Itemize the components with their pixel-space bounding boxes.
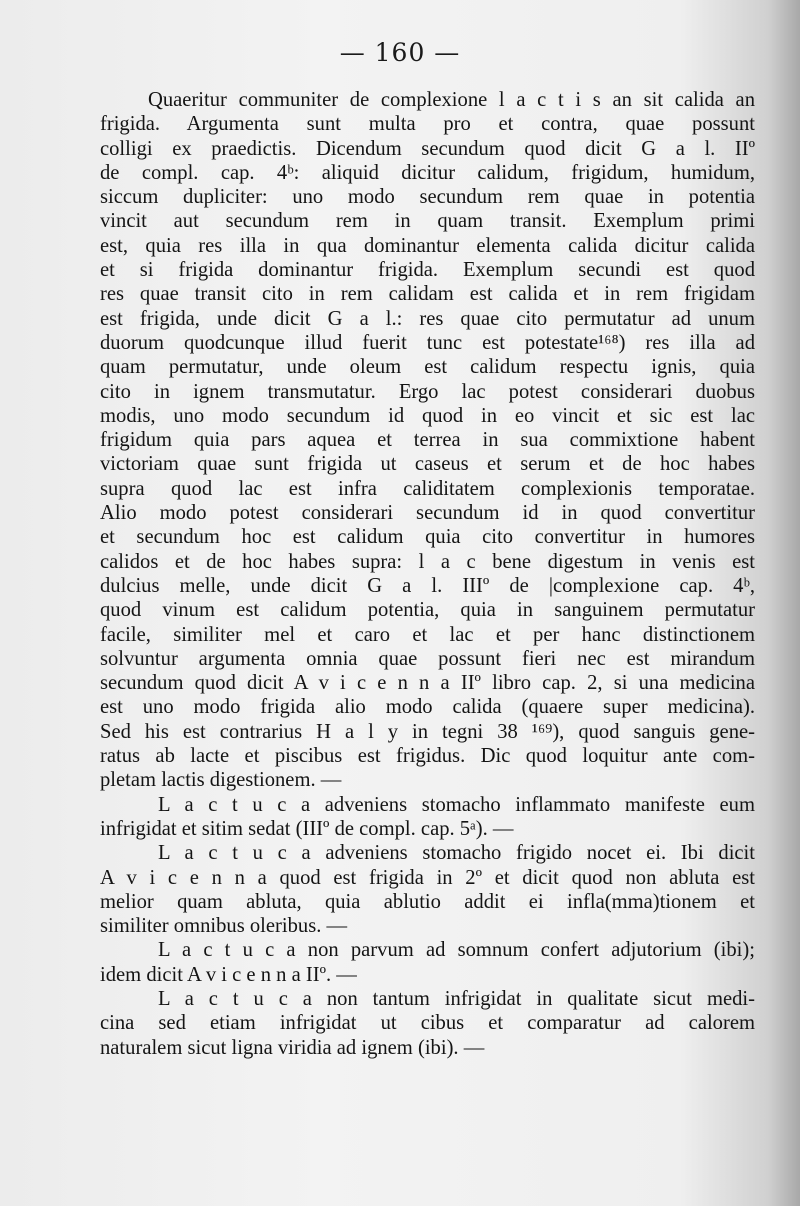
- text-line: dulcius melle, unde dicit G a l. IIIº de |complexione cap. 4ᵇ,: [100, 574, 755, 597]
- text-line: de compl. cap. 4ᵇ: aliquid dicitur calidum, frigidum, humidum,: [100, 161, 755, 184]
- text-line: secundum quod dicit A v i c e n n a IIº libro cap. 2, si una medicina: [100, 672, 755, 695]
- text-line: quod vinum est calidum potentia, quia in sanguinem permutatur: [100, 599, 755, 622]
- text-line: facile, similiter mel et caro et lac et per hanc distinctionem: [100, 623, 755, 646]
- text-line: colligi ex praedictis. Dicendum secundum quod dicit G a l. IIº: [100, 137, 755, 160]
- text-line: solvuntur argumenta omnia quae possunt fieri nec est mirandum: [100, 647, 755, 670]
- text-line: est uno modo frigida alio modo calida (quaere super medicina).: [100, 696, 755, 719]
- text-line: quam permutatur, unde oleum est calidum respectu ignis, quia: [100, 356, 755, 379]
- text-line: modis, uno modo secundum id quod in eo vincit et sic est lac: [100, 404, 755, 427]
- text-line: res quae transit cito in rem calidam est calida et in rem frigidam: [100, 283, 755, 306]
- text-line: frigidum quia pars aquea et terrea in sua commixtione habent: [100, 429, 755, 452]
- text-line: duorum quodcunque illud fuerit tunc est potestate¹⁶⁸) res illa ad: [100, 331, 755, 354]
- text-line: L a c t u c a adveniens stomacho frigido nocet ei. Ibi dicit: [158, 842, 755, 865]
- text-line: est frigida, unde dicit G a l.: res quae cito permutatur ad unum: [100, 307, 755, 330]
- text-line: Alio modo potest considerari secundum id in quod convertitur: [100, 502, 755, 525]
- text-line: et si frigida dominantur frigida. Exemplum secundi est quod: [100, 259, 755, 282]
- text-line: ratus ab lacte et piscibus est frigidus. Dic quod loquitur ante com-: [100, 745, 755, 768]
- page-number: — 160 —: [339, 38, 461, 67]
- text-line: calidos et de hoc habes supra: l a c bene digestum in venis est: [100, 550, 755, 573]
- body-text: [100, 88, 755, 1060]
- text-line: siccum dupliciter: uno modo secundum rem quae in potentia: [100, 186, 755, 209]
- text-line: L a c t u c a non tantum infrigidat in qualitate sicut medi-: [158, 987, 755, 1010]
- text-line: similiter omnibus oleribus. —: [100, 915, 348, 938]
- text-line: frigida. Argumenta sunt multa pro et contra, quae possunt: [100, 113, 755, 136]
- text-line: A v i c e n n a quod est frigida in 2º et dicit quod non abluta est: [100, 866, 755, 889]
- text-line: cito in ignem transmutatur. Ergo lac potest considerari duobus: [100, 380, 755, 403]
- text-line: victoriam quae sunt frigida ut caseus et serum et de hoc habes: [100, 453, 755, 476]
- text-line: L a c t u c a non parvum ad somnum confert adjutorium (ibi);: [158, 939, 755, 962]
- text-line: naturalem sicut ligna viridia ad ignem (ibi). —: [100, 1036, 485, 1059]
- text-line: Sed his est contrarius H a l y in tegni 38 ¹⁶⁹), quod sanguis gene-: [100, 720, 755, 743]
- text-line: L a c t u c a adveniens stomacho inflammato manifeste eum: [158, 793, 755, 816]
- text-line: pletam lactis digestionem. —: [100, 769, 342, 792]
- text-line: idem dicit A v i c e n n a IIº. —: [100, 963, 357, 986]
- text-line: cina sed etiam infrigidat ut cibus et comparatur ad calorem: [100, 1012, 755, 1035]
- text-line: est, quia res illa in qua dominantur elementa calida dicitur calida: [100, 234, 755, 257]
- text-line: supra quod lac est infra caliditatem complexionis temporatae.: [100, 477, 755, 500]
- text-line: melior quam abluta, quia ablutio addit ei infla(mma)tionem et: [100, 890, 755, 913]
- text-line: infrigidat et sitim sedat (IIIº de compl. cap. 5ᵃ). —: [100, 817, 514, 840]
- text-line: vincit aut secundum rem in quam transit. Exemplum primi: [100, 210, 755, 233]
- text-line: et secundum hoc est calidum quia cito convertitur in humores: [100, 526, 755, 549]
- text-line: Quaeritur communiter de complexione l a c t i s an sit calida an: [148, 89, 755, 111]
